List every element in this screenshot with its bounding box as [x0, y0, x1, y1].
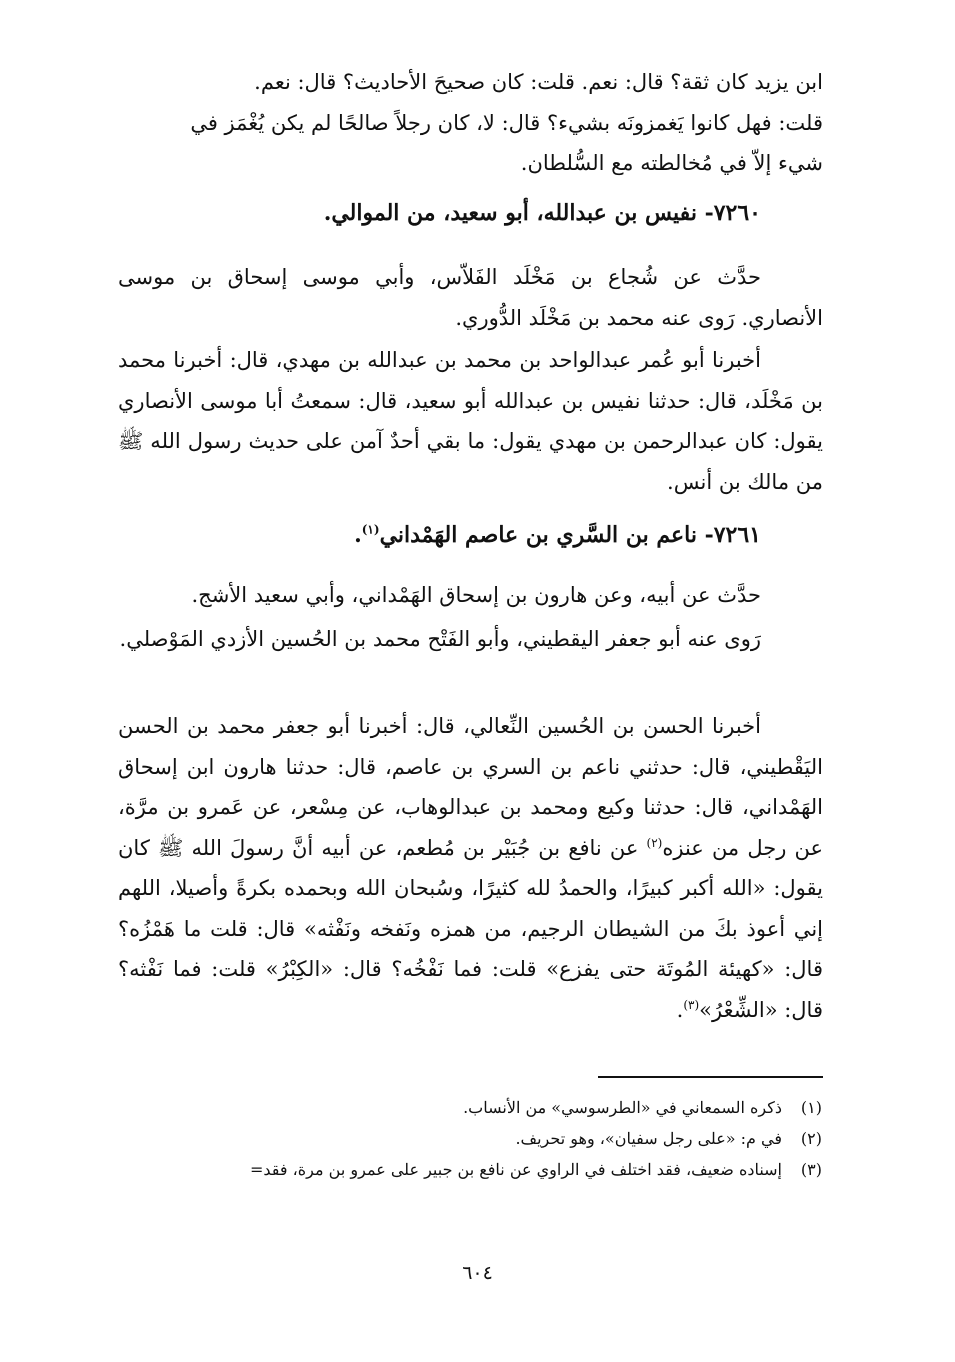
heading-end-mark: . — [354, 522, 362, 548]
entry-7260-isnad: أخبرنا أبو عُمر عبدالواحد بن محمد بن عبدالله بن مهدي، قال: أخبرنا محمد بن مَخْلَد، قال: حدثنا نفيس بن عبدالله أبو سعيد، قال: سمعتُ أبا موسى الأنصاري يقول: كان عبدالرحمن بن مهدي يقول: ما بقي أحدٌ آمن على حديث رسول الله ﷺ من مالك بن أنس. — [118, 348, 823, 494]
entry-7260-isnad-block — [118, 340, 823, 502]
entry-7261-narrated-from: حدَّث عن أبيه، وعن هارون بن إسحاق الهَمْداني، وأبي سعيد الأشج. — [191, 583, 761, 607]
entry-7261-heading-text: ٧٢٦١- ناعم بن السَّري بن عاصم الهَمْداني — [379, 522, 761, 548]
footnote-separator — [598, 1076, 823, 1078]
continuation-line: ابن يزيد كان ثقة؟ قال: نعم. قلت: كان صحيحَ الأحاديث؟ قال: نعم. — [254, 70, 823, 94]
footnote-ref-1[interactable]: (١) — [361, 522, 380, 537]
footnote-ref-2[interactable]: (٢) — [646, 835, 663, 850]
page-number: ٦٠٤ — [462, 1262, 493, 1284]
entry-7261-isnad-block — [118, 706, 823, 1030]
entry-7260-heading-block — [118, 193, 823, 234]
entry-7261-narrated-by: رَوى عنه أبو جعفر اليقطيني، وأبو الفَتْح محمد بن الحُسين الأزدي المَوْصلي. — [119, 627, 761, 651]
footnote-number: (٢) — [800, 1129, 822, 1148]
footnote-text: ذكره السمعاني في «الطرسوسي» من الأنساب. — [463, 1098, 782, 1117]
entry-7261-isnad — [118, 706, 823, 1030]
entry-7261-heading — [118, 515, 823, 556]
entry-7260-narrators: حدَّث عن شُجاع بن مَخْلَد الفَلاّس، وأبي موسى إسحاق بن موسى الأنصاري. رَوى عنه محمد بن مَخْلَد الدُّوري. — [118, 265, 823, 330]
isnad-end-mark: . — [676, 997, 684, 1022]
footnote-number: (٣) — [800, 1160, 822, 1179]
footnote-text: في م: «على رجل سفيان»، وهو تحريف. — [515, 1129, 782, 1148]
entry-7260-heading: ٧٢٦٠- نفيس بن عبدالله، أبو سعيد، من الموالي. — [323, 200, 761, 226]
isnad-part-2: عن نافع بن جُبَيْر بن مُطعم، عن أبيه أنَّ رسولَ الله ﷺ كان يقول: «الله أكبر كبيرًا، والحمدُ لله كثيرًا، وسُبحان الله وبحمده بكرةً وأصيلا، اللهم إني أعوذ بكَ من الشيطان الرجيم، من همزه ونَفخه ونَفْثه» قال: قلت ما هَمْزُه؟ قال: «كهيئة المُوتَة حتى يفزع» قلت: فما نَفْخُه؟ قال: «الكِبْرُ» قلت: فما نَفْثه؟ قال: «الشِّعْرُ» — [118, 835, 823, 1022]
entry-7260-narrators-block — [118, 257, 823, 338]
entry-7261-heading-block — [118, 515, 823, 556]
previous-entry-continuation — [118, 62, 823, 184]
footnotes — [110, 1092, 822, 1185]
footnote-text: إسناده ضعيف، فقد اختلف في الراوي عن نافع بن جبير على عمرو بن مرة، فقد= — [250, 1160, 782, 1179]
continuation-line: شيء إلاّ في مُخالطته مع السُّلطان. — [520, 151, 823, 175]
footnote-ref-3[interactable]: (٣) — [683, 997, 700, 1012]
footnote-1 — [110, 1092, 822, 1123]
footnote-3 — [110, 1154, 822, 1185]
continuation-line: قلت: فهل كانوا يَغمزونَه بشيء؟ قال: لا، كان رجلاً صالحًا لم يكن يُغْمَز في — [190, 110, 823, 135]
entry-7261-narrated-from-block — [118, 575, 823, 616]
footnote-2 — [110, 1123, 822, 1154]
isnad-part-1: أخبرنا الحسن بن الحُسين النِّعالي، قال: أخبرنا أبو جعفر محمد بن الحسن اليَقْطيني، قال: حدثني ناعم بن السري بن عاصم، قال: حدثنا هارون ابن إسحاق الهَمْداني، قال: حدثنا وكيع ومحمد بن عبدالوهاب، عن مِسْعر، عن عَمرو بن مرَّة، عن رجل من عنزه — [118, 714, 823, 860]
entry-7261-narrated-by-block — [118, 619, 823, 660]
footnote-number: (١) — [800, 1098, 822, 1117]
